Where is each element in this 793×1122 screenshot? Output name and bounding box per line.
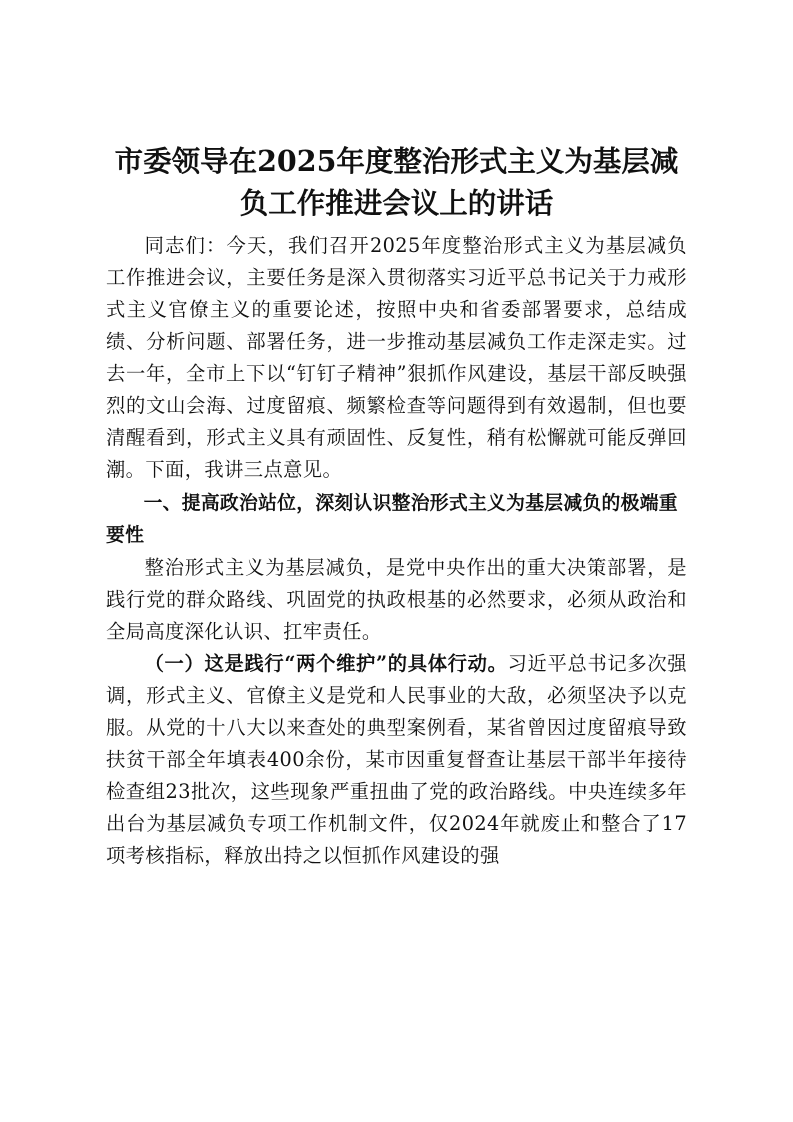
subsection-1-text: 习近平总书记多次强调，形式主义、官僚主义是党和人民事业的大敌，必须坚决予以克服。从党的十八大以来查处的典型案例看，某省曾因过度留痕导致扶贫干部全年填表400余份，某市因重复督查让基层干部半年接待检查组23批次，这些现象严重扭曲了党的政治路线。中央连续多年出台为基层减负专项工作机制文件，仅2024年就废止和整合了17项考核指标，释放出持之以恒抓作风建设的强 — [106, 652, 687, 867]
document-body — [106, 230, 687, 872]
section-1-paragraph: 整治形式主义为基层减负，是党中央作出的重大决策部署，是践行党的群众路线、巩固党的执政根基的必然要求，必须从政治和全局高度深化认识、扛牢责任。 — [106, 556, 687, 643]
document-title — [106, 140, 687, 224]
section-1-heading: 一、提高政治站位，深刻认识整治形式主义为基层减负的极端重要性 — [106, 493, 678, 546]
title-line-1: 市委领导在2025年度整治形式主义为基层减 — [114, 144, 679, 178]
subsection-1-paragraph — [106, 648, 687, 872]
subsection-1-lead: （一）这是践行“两个维护”的具体行动。 — [144, 652, 508, 675]
title-line-2: 负工作推进会议上的讲话 — [239, 186, 554, 220]
intro-paragraph: 同志们：今天，我们召开2025年度整治形式主义为基层减负工作推进会议，主要任务是深入贯彻落实习近平总书记关于力戒形式主义官僚主义的重要论述，按照中央和省委部署要求，总结成绩、分析问题、部署任务，进一步推动基层减负工作走深走实。过去一年，全市上下以“钉钉子精神”狠抓作风建设，基层干部反映强烈的文山会海、过度留痕、频繁检查等问题得到有效遏制，但也要清醒看到，形式主义具有顽固性、反复性，稍有松懈就可能反弹回潮。下面，我讲三点意见。 — [106, 234, 687, 481]
